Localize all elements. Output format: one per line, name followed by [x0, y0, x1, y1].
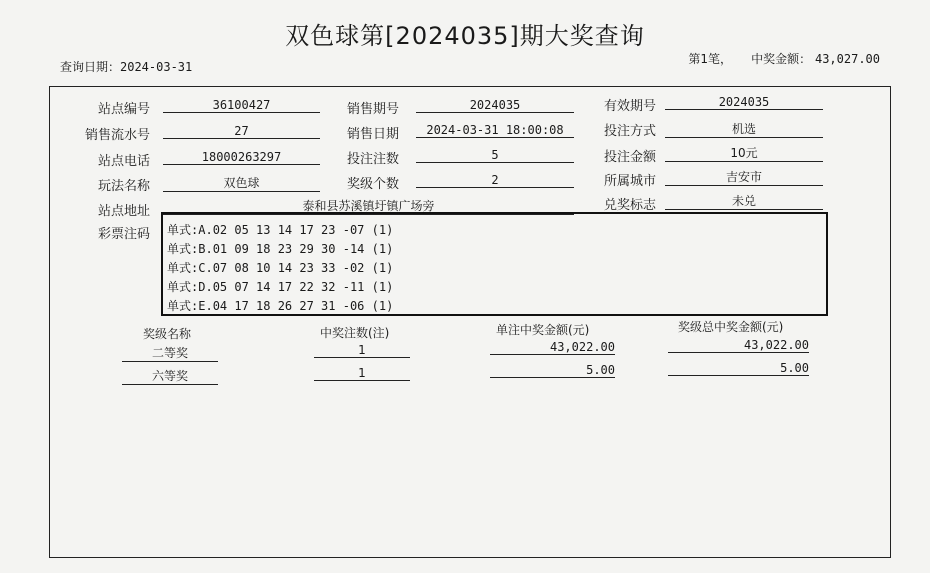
- serial-no-label: 销售流水号: [85, 128, 151, 143]
- sale-issue-value: 2024035: [416, 98, 574, 113]
- bet-count-value: 5: [416, 148, 574, 163]
- bet-method-value: 机选: [665, 120, 823, 138]
- win-summary: [688, 50, 880, 67]
- ticket-line: 单式:D.05 07 14 17 22 32 -11 (1): [167, 280, 394, 294]
- prize-header-name: 奖级名称: [143, 327, 192, 341]
- prize-levels-label: 奖级个数: [347, 177, 400, 192]
- city-label: 所属城市: [604, 174, 657, 189]
- win-amount-value: 43,027.00: [814, 52, 880, 66]
- ticket-label: 彩票注码: [98, 227, 151, 242]
- bet-count-label: 投注注数: [347, 152, 400, 167]
- win-amount-label: 中奖金额：: [751, 52, 812, 66]
- sale-date-label: 销售日期: [347, 127, 400, 142]
- prize-row-name: 六等奖: [122, 367, 218, 385]
- prize-row-unit: 5.00: [490, 363, 615, 378]
- prize-row-total: 43,022.00: [668, 338, 809, 353]
- station-address-label: 站点地址: [98, 204, 151, 219]
- sale-date-value: 2024-03-31 18:00:08: [416, 123, 574, 138]
- page-title: 双色球第[2024035]期大奖查询: [285, 22, 645, 50]
- query-date: 查询日期：2024-03-31: [60, 60, 193, 74]
- bet-amount-label: 投注金额: [604, 150, 657, 165]
- station-address-value: 泰和县苏溪镇圩镇广场旁: [163, 197, 574, 215]
- prize-row-name: 二等奖: [122, 344, 218, 362]
- station-phone-value: 18000263297: [163, 150, 320, 165]
- game-name-label: 玩法名称: [98, 179, 151, 194]
- station-no-value: 36100427: [163, 98, 320, 113]
- station-phone-label: 站点电话: [98, 154, 151, 169]
- ticket-box: [161, 212, 828, 316]
- prize-row-total: 5.00: [668, 361, 809, 376]
- redeem-flag-label: 兑奖标志: [604, 198, 657, 213]
- ticket-line: 单式:A.02 05 13 14 17 23 -07 (1): [167, 223, 394, 237]
- ticket-line: 单式:C.07 08 10 14 23 33 -02 (1): [167, 261, 394, 275]
- prize-header-unit: 单注中奖金额(元): [496, 323, 590, 337]
- bet-amount-value: 10元: [665, 144, 823, 162]
- game-name-value: 双色球: [163, 174, 320, 192]
- prize-row-unit: 43,022.00: [490, 340, 615, 355]
- redeem-flag-value: 未兑: [665, 192, 823, 210]
- prize-header-count: 中奖注数(注): [320, 326, 390, 340]
- sale-issue-label: 销售期号: [347, 102, 400, 117]
- record-index: 第1笔，: [688, 52, 733, 66]
- valid-issue-label: 有效期号: [604, 99, 657, 114]
- station-no-label: 站点编号: [98, 102, 151, 117]
- serial-no-value: 27: [163, 124, 320, 139]
- prize-row-count: 1: [314, 366, 410, 381]
- ticket-line: 单式:E.04 17 18 26 27 31 -06 (1): [167, 299, 394, 313]
- city-value: 吉安市: [665, 168, 823, 186]
- prize-row-count: 1: [314, 343, 410, 358]
- ticket-line: 单式:B.01 09 18 23 29 30 -14 (1): [167, 242, 394, 256]
- prize-levels-value: 2: [416, 173, 574, 188]
- prize-header-total: 奖级总中奖金额(元): [678, 320, 784, 334]
- bet-method-label: 投注方式: [604, 124, 657, 139]
- valid-issue-value: 2024035: [665, 95, 823, 110]
